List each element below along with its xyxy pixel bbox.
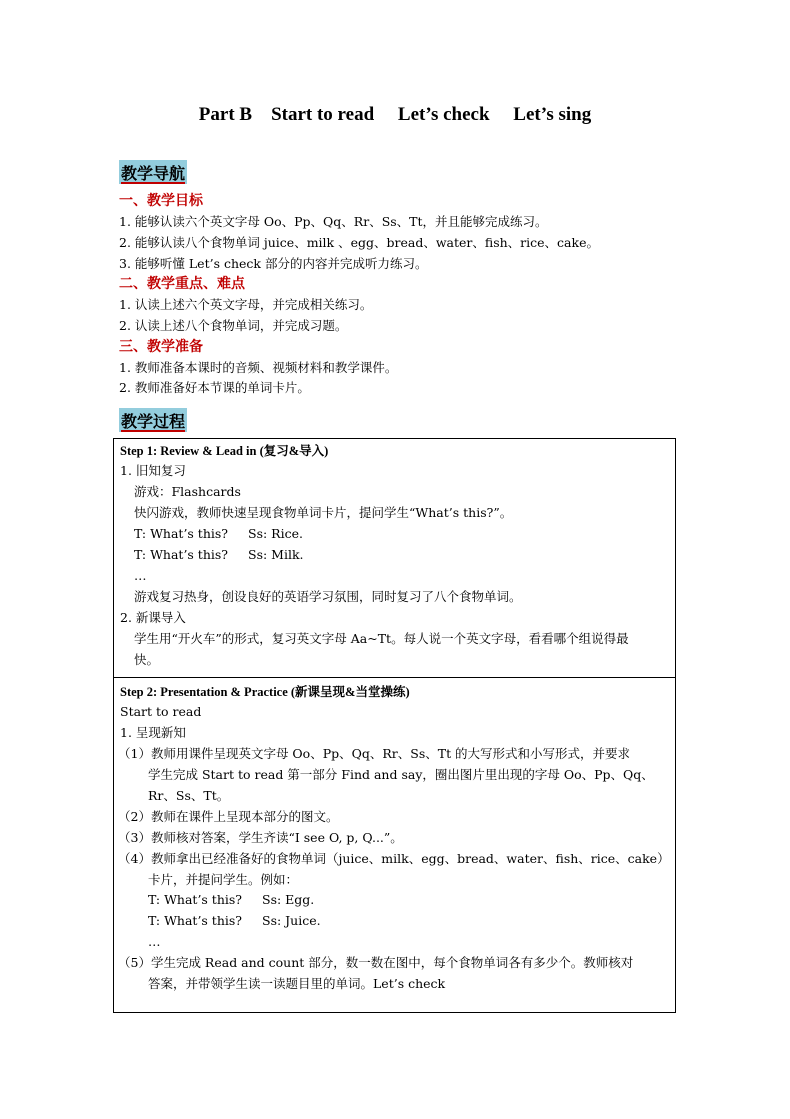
teaching-navigation-label: 教学导航 bbox=[119, 160, 187, 184]
step2-line: （2）教师在课件上呈现本部分的图文。 bbox=[118, 809, 339, 824]
dialog-students: Ss: Rice. bbox=[248, 526, 303, 541]
teaching-process-label: 教学过程 bbox=[119, 408, 187, 432]
step2-line: 学生完成 Start to read 第一部分 Find and say，圈出图片里出现的字母 Oo、Pp、Qq、 bbox=[148, 767, 654, 782]
section-heading-objectives: 一、教学目标 bbox=[119, 193, 203, 209]
dialog-teacher: T: What’s this? bbox=[148, 892, 243, 907]
step2-line: 1. 呈现新知 bbox=[120, 725, 186, 740]
section-heading-key-points: 二、教学重点、难点 bbox=[119, 276, 245, 292]
section-heading-preparation: 三、教学准备 bbox=[119, 339, 203, 355]
step2-line: （5）学生完成 Read and count 部分，数一数在图中，每个食物单词各有多少个。教师核对 bbox=[118, 955, 634, 970]
objective-item: 2. 能够认读八个食物单词 juice、milk 、egg、bread、water、fish、rice、cake。 bbox=[119, 235, 599, 250]
objective-item: 1. 能够认读六个英文字母 Oo、Pp、Qq、Rr、Ss、Tt，并且能够完成练习。 bbox=[119, 214, 548, 229]
step1-box bbox=[113, 438, 676, 678]
step2-line: Start to read bbox=[120, 704, 202, 719]
ellipsis: … bbox=[148, 934, 161, 949]
dialog-teacher: T: What’s this? bbox=[134, 547, 229, 562]
key-point-item: 1. 认读上述六个英文字母，并完成相关练习。 bbox=[119, 297, 373, 312]
step2-line: 卡片，并提问学生。例如： bbox=[148, 872, 299, 887]
step2-line: Rr、Ss、Tt。 bbox=[148, 788, 230, 803]
step2-title: Step 2: Presentation & Practice (新课呈现&当堂操练) bbox=[120, 685, 410, 699]
dialog-teacher: T: What’s this? bbox=[134, 526, 229, 541]
step2-line: 答案，并带领学生读一读题目里的单词。Let’s check bbox=[148, 976, 446, 991]
step1-line: 2. 新课导入 bbox=[120, 610, 186, 625]
dialog-students: Ss: Milk. bbox=[248, 547, 304, 562]
step2-line: （3）教师核对答案，学生齐读“I see O, p, Q...”。 bbox=[118, 830, 403, 845]
page-title: Part B Start to read Let’s check Let’s sing bbox=[198, 104, 592, 125]
objective-item: 3. 能够听懂 Let’s check 部分的内容并完成听力练习。 bbox=[119, 256, 428, 271]
step1-title: Step 1: Review & Lead in (复习&导入) bbox=[120, 444, 329, 458]
key-point-item: 2. 认读上述八个食物单词，并完成习题。 bbox=[119, 318, 348, 333]
step2-line: （4）教师拿出已经准备好的食物单词（juice、milk、egg、bread、water、fish、rice、cake） bbox=[118, 851, 670, 866]
step1-line: 游戏复习热身，创设良好的英语学习氛围，同时复习了八个食物单词。 bbox=[134, 589, 522, 604]
dialog-students: Ss: Juice. bbox=[262, 913, 321, 928]
preparation-item: 1. 教师准备本课时的音频、视频材料和教学课件。 bbox=[119, 360, 398, 375]
step2-box bbox=[113, 677, 676, 1013]
ellipsis: … bbox=[134, 568, 147, 583]
preparation-item: 2. 教师准备好本节课的单词卡片。 bbox=[119, 380, 310, 395]
step1-line: 游戏：Flashcards bbox=[134, 484, 241, 499]
dialog-students: Ss: Egg. bbox=[262, 892, 315, 907]
step2-line: （1）教师用课件呈现英文字母 Oo、Pp、Qq、Rr、Ss、Tt 的大写形式和小写形式，并要求 bbox=[118, 746, 631, 761]
step1-line: 快闪游戏，教师快速呈现食物单词卡片，提问学生“What’s this?”。 bbox=[134, 505, 513, 520]
step1-line: 学生用“开火车”的形式，复习英文字母 Aa~Tt。每人说一个英文字母，看看哪个组说得最 bbox=[134, 631, 629, 646]
step1-line: 1. 旧知复习 bbox=[120, 463, 186, 478]
step1-line: 快。 bbox=[134, 652, 160, 667]
dialog-teacher: T: What’s this? bbox=[148, 913, 243, 928]
